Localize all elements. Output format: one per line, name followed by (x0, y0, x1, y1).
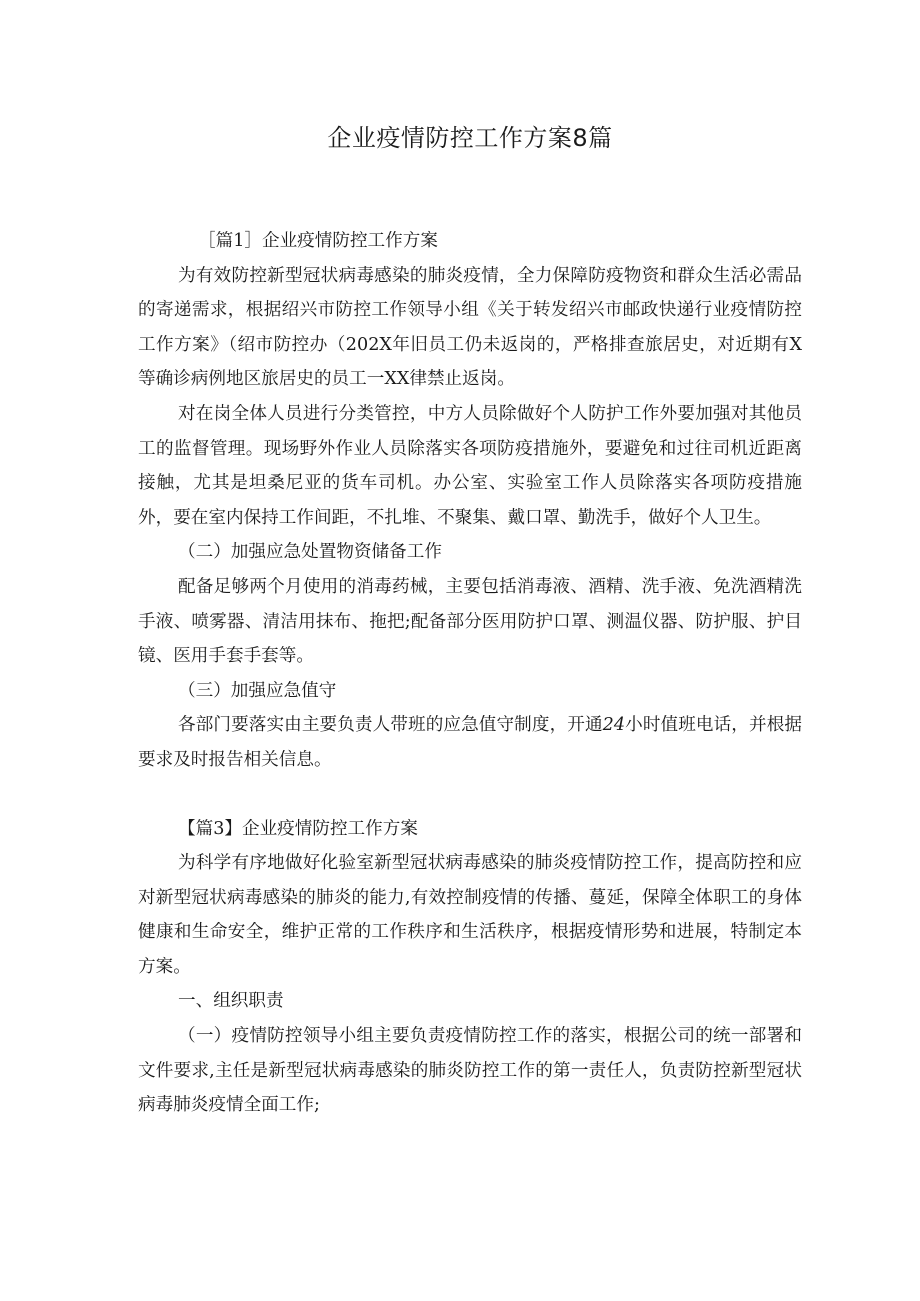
section-heading: 【篇3】企业疫情防控工作方案 (178, 818, 418, 839)
section-spacer (138, 778, 802, 812)
paragraph-text: 小时值班电话，并根据要求及时报告相关信息。 (138, 715, 802, 770)
paragraph: 为科学有序地做好化验室新型冠状病毒感染的肺炎疫情防控工作，提高防控和应对新型冠状病毒感染的肺炎的能力,有效控制疫情的传播、蔓延，保障全体职工的身体健康和生命安全，维护正常的工作秩序和生活秩序，根据疫情形势和进展，特制定本方案。 (138, 853, 802, 977)
paragraph: 为有效防控新型冠状病毒感染的肺炎疫情，全力保障防疫物资和群众生活必需品的寄递需求，根据绍兴市防控工作领导小组《关于转发绍兴市邮政快递行业疫情防控工作方案》（绍市防控办（202X年旧员工仍未返岗的，严格排查旅居史，对近期有X等确诊病例地区旅居史的员工一XX律禁止返岗。 (138, 265, 802, 390)
subsection-heading: 一、组织职责 (178, 991, 284, 1012)
paragraph: （一）疫情防控领导小组主要负责疫情防控工作的落实，根据公司的统一部署和文件要求,主任是新型冠状病毒感染的肺炎防控工作的第一责任人，负责防控新型冠状病毒肺炎疫情全面工作; (138, 1026, 802, 1116)
paragraph-text: 各部门要落实由主要负责人带班的应急值守制度，开通 (178, 715, 603, 736)
paragraph (138, 708, 802, 777)
subsection-heading: （二）加强应急处置物资储备工作 (178, 542, 442, 563)
subsection-heading: （三）加强应急值守 (178, 680, 337, 701)
paragraph-number: 24 (602, 715, 626, 736)
document-body (138, 224, 802, 1123)
paragraph: 对在岗全体人员进行分类管控，中方人员除做好个人防护工作外要加强对其他员工的监督管理。现场野外作业人员除落实各项防疫措施外，要避免和过往司机近距离接触，尤其是坦桑尼亚的货车司机。办公室、实验室工作人员除落实各项防疫措施外，要在室内保持工作间距，不扎堆、不聚集、戴口罩、勤洗手，做好个人卫生。 (138, 403, 802, 528)
paragraph: 配备足够两个月使用的消毒药械，主要包括消毒液、酒精、洗手液、免洗酒精洗手液、喷雾器、清洁用抹布、拖把;配备部分医用防护口罩、测温仪器、防护服、护目镜、医用手套手套等。 (138, 576, 802, 667)
section-heading: ［篇1］企业疫情防控工作方案 (198, 231, 438, 251)
document-title: 企业疫情防控工作方案8篇 (327, 124, 613, 152)
